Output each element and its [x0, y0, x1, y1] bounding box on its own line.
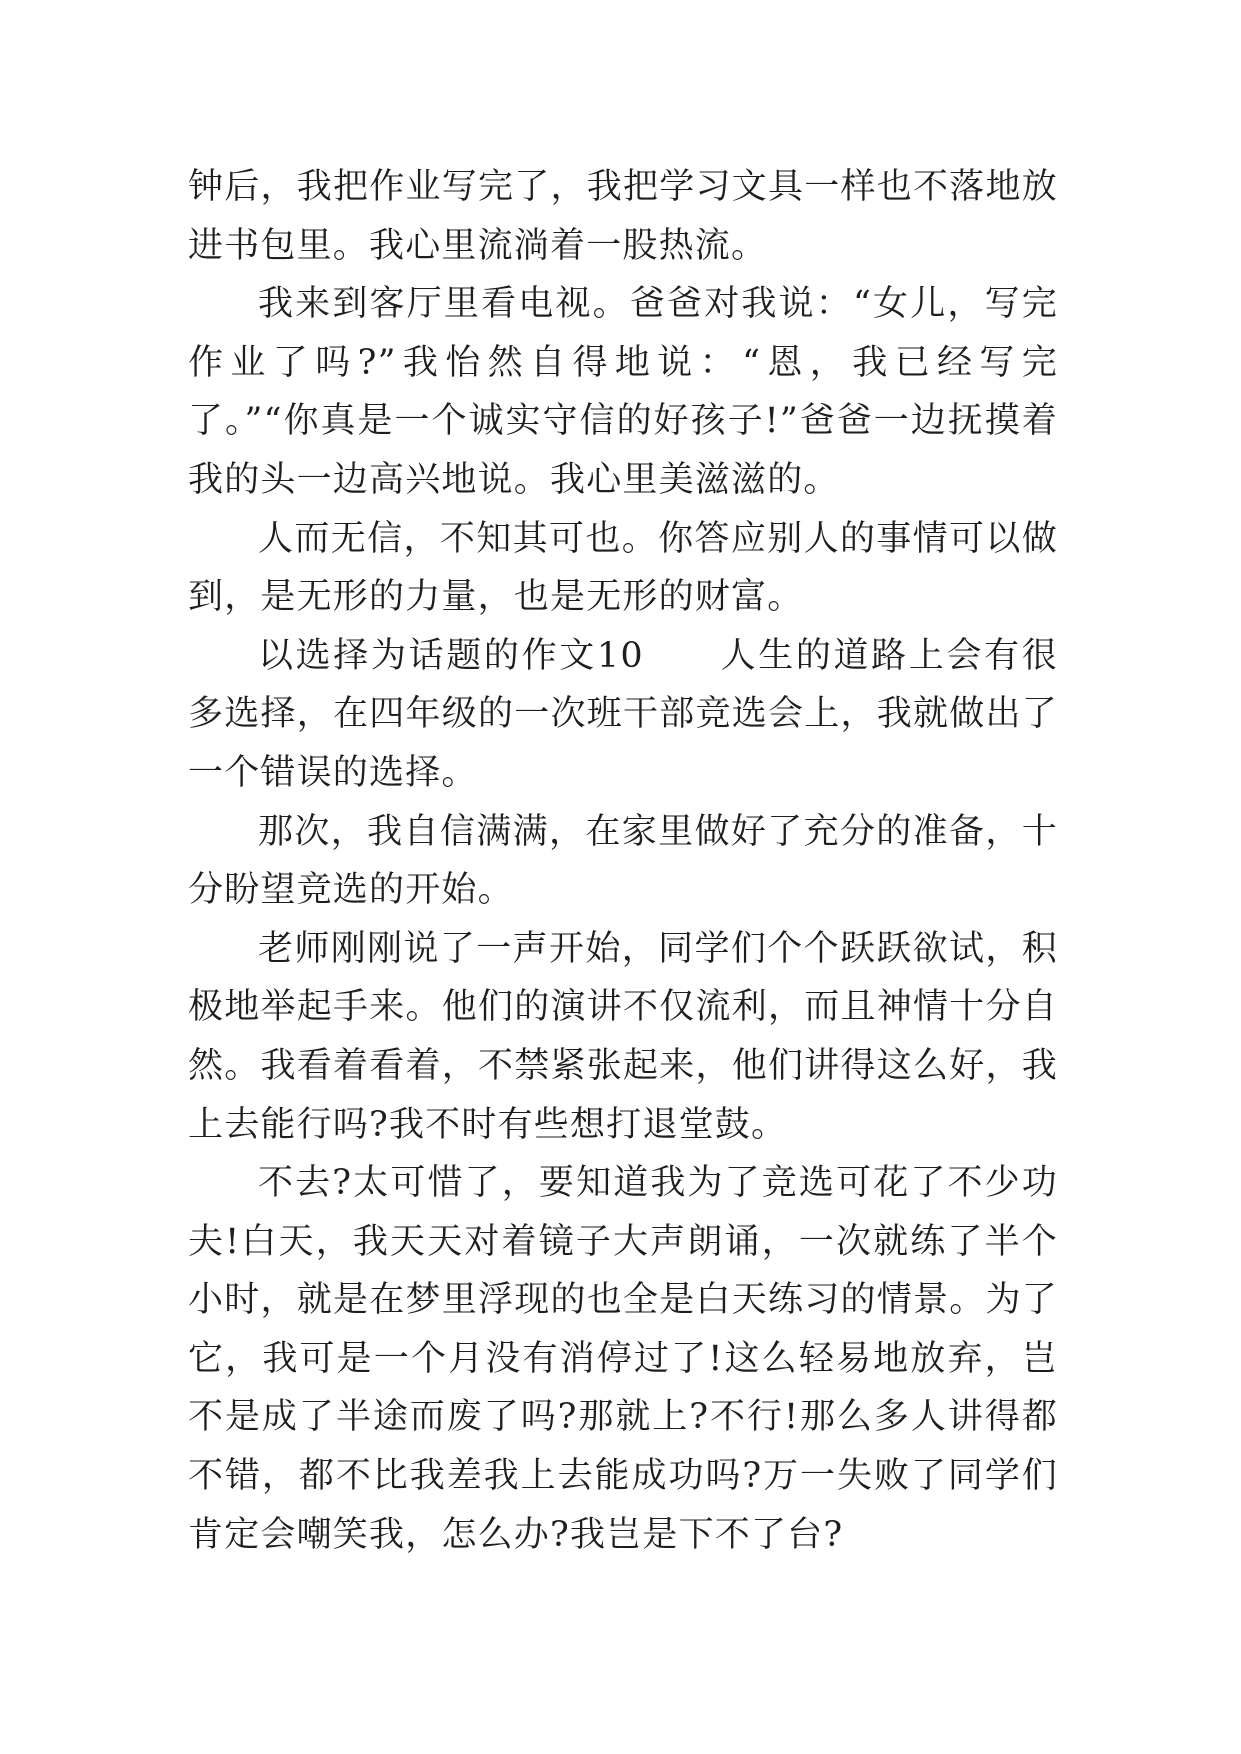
paragraph-6: 老师刚刚说了一声开始，同学们个个跃跃欲试，积极地举起手来。他们的演讲不仅流利，而且神情十分自然。我看着看着，不禁紧张起来，他们讲得这么好，我上去能行吗?我不时有些想打退堂鼓。 [188, 928, 1058, 1145]
paragraph-2: 我来到客厅里看电视。爸爸对我说：“女儿，写完作业了吗?”我怡然自得地说：“恩，我已经写完了。”“你真是一个诚实守信的好孩子!”爸爸一边抚摸着我的头一边高兴地说。我心里美滋滋的。 [188, 284, 1058, 500]
document-body [188, 158, 1058, 1564]
paragraph-5: 那次，我自信满满，在家里做好了充分的准备，十分盼望竞选的开始。 [188, 811, 1058, 911]
paragraph-3: 人而无信，不知其可也。你答应别人的事情可以做到，是无形的力量，也是无形的财富。 [188, 518, 1058, 618]
paragraph-4: 以选择为话题的作文10 人生的道路上会有很多选择，在四年级的一次班干部竞选会上，我就做出了一个错误的选择。 [188, 635, 1058, 793]
paragraph-1: 钟后，我把作业写完了，我把学习文具一样也不落地放进书包里。我心里流淌着一股热流。 [188, 167, 1058, 266]
paragraph-7: 不去?太可惜了，要知道我为了竞选可花了不少功夫!白天，我天天对着镜子大声朗诵，一次就练了半个小时，就是在梦里浮现的也全是白天练习的情景。为了它，我可是一个月没有消停过了!这么轻易地放弃，岂不是成了半途而废了吗?那就上?不行!那么多人讲得都不错，都不比我差我上去能成功吗?万一失败了同学们肯定会嘲笑我，怎么办?我岂是下不了台? [188, 1163, 1058, 1555]
